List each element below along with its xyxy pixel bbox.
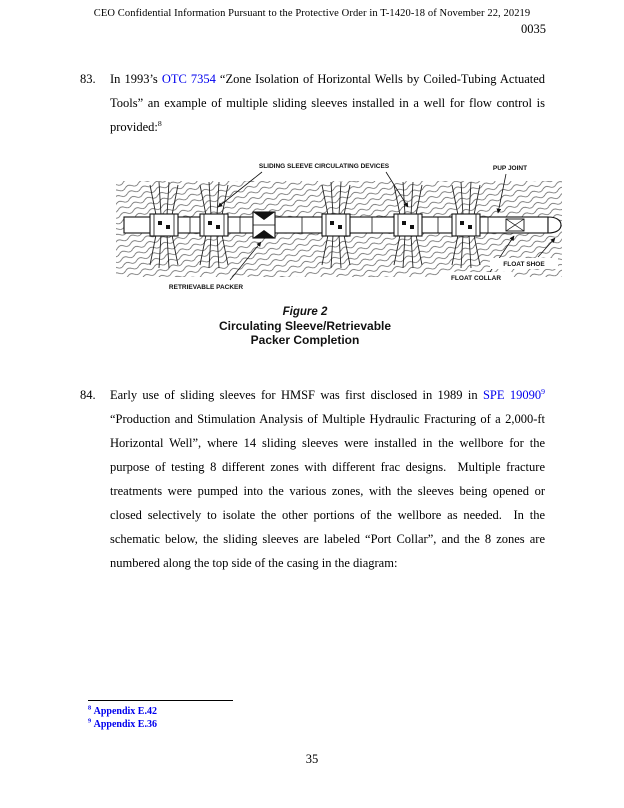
document-body <box>80 67 545 575</box>
paragraph-84 <box>80 383 545 575</box>
footnote-ref-8[interactable]: 8 <box>157 118 162 128</box>
paragraph-84-text <box>110 383 545 575</box>
footnotes <box>88 700 233 731</box>
spe-19090-link[interactable]: SPE 19090 <box>482 388 542 402</box>
otc-7354-link[interactable]: OTC 7354 <box>161 72 216 86</box>
label-sliding-sleeve-circulating-devices: SLIDING SLEEVE CIRCULATING DEVICES <box>258 163 390 170</box>
figure-2 <box>80 157 545 351</box>
text-segment: Early use of sliding sleeves for HMSF was first disclosed in 1989 in <box>110 388 483 402</box>
float-collar-device <box>506 219 524 231</box>
label-pup-joint: PUP JOINT <box>492 165 528 172</box>
figure-2-drawing <box>114 157 564 302</box>
label-float-collar: FLOAT COLLAR <box>450 275 502 282</box>
label-retrievable-packer: RETRIEVABLE PACKER <box>168 284 244 291</box>
footnote-9-marker: 9 <box>88 717 92 725</box>
retrievable-packer-device <box>253 212 275 238</box>
figure-caption-title-line1: Circulating Sleeve/Retrievable <box>218 319 392 333</box>
page-number: 35 <box>305 752 319 766</box>
paragraph-83-number: 83. <box>80 72 96 86</box>
text-segment: In 1993’s <box>110 72 162 86</box>
footnote-divider <box>88 700 233 701</box>
footnote-8 <box>88 705 233 718</box>
appendix-e36-link[interactable]: Appendix E.36 <box>93 719 157 730</box>
footnote-9 <box>88 718 233 731</box>
paragraph-83-text <box>110 67 545 139</box>
footnote-8-marker: 8 <box>88 704 92 712</box>
text-segment: “Zone Isolation of Horizontal Wells by Coiled-Tubing Actuated Tools” an example of multiple sliding sleeves installed in a well for flow control is provided: <box>110 72 546 134</box>
figure-caption-title-line2: Packer Completion <box>250 333 360 347</box>
paragraph-84-number: 84. <box>80 388 96 402</box>
confidentiality-header: CEO Confidential Information Pursuant to the Protective Order in T-1420-18 of November 22, 20219 <box>93 8 531 19</box>
footnote-ref-9[interactable]: 9 <box>541 386 545 396</box>
label-float-shoe: FLOAT SHOE <box>503 261 545 268</box>
text-segment: “Production and Stimulation Analysis of Multiple Hydraulic Fracturing of a 2,000-ft Horizontal Well”, where 14 sliding sleeves were installed in the wellbore for the purpose of testing 8 different zones with different frac designs. Multiple fracture treatments were pumped into the various zones, with the sleeves being opened or closed selectively to isolate the other portions of the wellbore as needed. In the schematic below, the sliding sleeves are labeled “Port Collar”, and the 8 zones are numbered along the top side of the casing in the diagram: <box>110 412 545 570</box>
figure-caption-number: Figure 2 <box>282 306 328 318</box>
bates-number: 0035 <box>521 22 546 36</box>
appendix-e42-link[interactable]: Appendix E.42 <box>93 706 157 717</box>
paragraph-83 <box>80 67 545 139</box>
figure-2-caption <box>80 305 530 347</box>
